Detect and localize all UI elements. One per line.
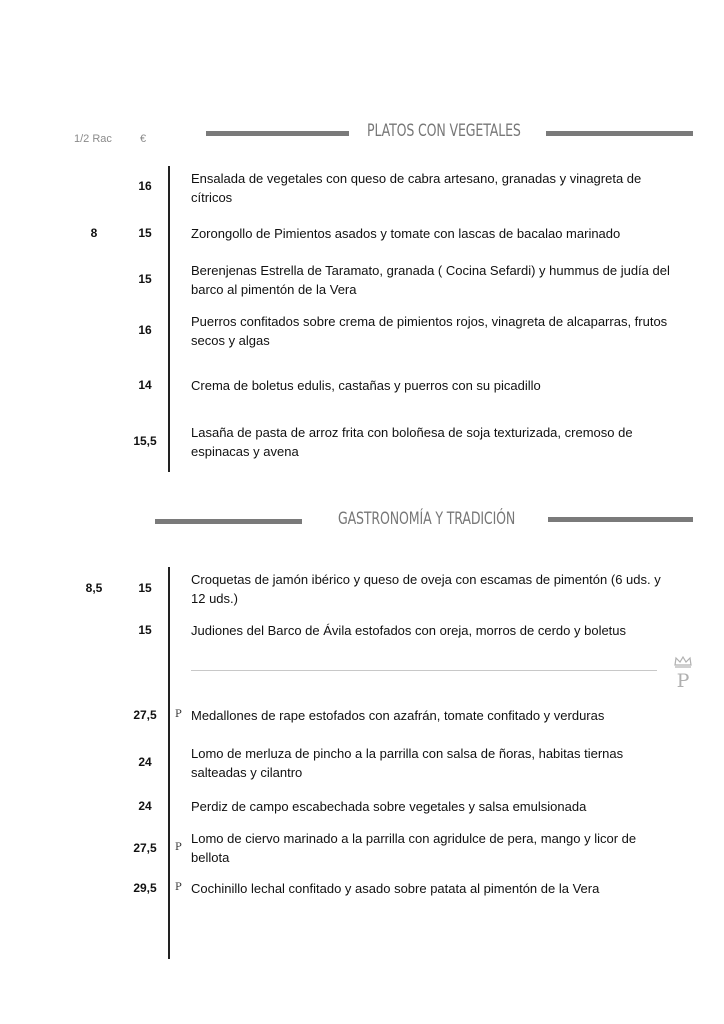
price: 27,5 — [133, 708, 157, 722]
house-mark-icon: P — [175, 709, 182, 720]
price: 16 — [138, 323, 152, 337]
house-mark-icon: P — [175, 882, 182, 893]
dish-description: Lasaña de pasta de arroz frita con boloñesa de soja texturizada, cremoso de espinacas y avena — [191, 425, 633, 459]
dish-description: Medallones de rape estofados con azafrán, tomate confitado y verduras — [191, 708, 605, 723]
currency-header: € — [140, 133, 147, 145]
price: 15 — [138, 272, 152, 286]
dish-description: Croquetas de jamón ibérico y queso de oveja con escamas de pimentón (6 uds. y 12 uds.) — [191, 572, 661, 606]
separator-line — [191, 670, 657, 671]
section-title-vegetales: PLATOS CON VEGETALES — [367, 121, 521, 141]
half-price: 8,5 — [85, 581, 103, 595]
price: 15 — [138, 226, 152, 240]
price: 14 — [138, 378, 152, 392]
dish-description: Zorongollo de Pimientos asados y tomate con lascas de bacalao marinado — [191, 226, 621, 241]
column-divider — [168, 567, 170, 959]
dish-description: Judiones del Barco de Ávila estofados con oreja, morros de cerdo y boletus — [191, 623, 627, 638]
price: 24 — [138, 755, 152, 769]
section-bar-left — [155, 519, 302, 524]
price: 15 — [138, 623, 152, 637]
half-portion-header: 1/2 Rac — [74, 133, 112, 145]
section-bar-left — [206, 131, 349, 136]
dish-description: Berenjenas Estrella de Taramato, granada ( Cocina Sefardi) y hummus de judía del barco al pimentón de la Vera — [191, 263, 670, 297]
column-divider — [168, 166, 170, 472]
section-title-gastronomia: GASTRONOMÍA Y TRADICIÓN — [338, 509, 516, 529]
section-bar-right — [546, 131, 693, 136]
dish-description: Lomo de ciervo marinado a la parrilla con agridulce de pera, mango y licor de bellota — [191, 831, 637, 865]
price: 15 — [138, 581, 152, 595]
dish-description: Lomo de merluza de pincho a la parrilla con salsa de ñoras, habitas tiernas salteadas y cilantro — [191, 746, 624, 780]
dish-description: Cochinillo lechal confitado y asado sobre patata al pimentón de la Vera — [191, 881, 600, 896]
house-mark-icon: P — [175, 842, 182, 853]
price: 24 — [138, 799, 152, 813]
price: 29,5 — [133, 881, 157, 895]
dish-description: Perdiz de campo escabechada sobre vegetales y salsa emulsionada — [191, 799, 587, 814]
dish-description: Ensalada de vegetales con queso de cabra artesano, granadas y vinagreta de cítricos — [191, 171, 642, 205]
price: 15,5 — [133, 434, 157, 448]
price: 27,5 — [133, 841, 157, 855]
logo-letter: P — [676, 670, 690, 690]
section-bar-right — [548, 517, 693, 522]
crown-logo-icon — [670, 654, 696, 690]
dish-description: Crema de boletus edulis, castañas y puerros con su picadillo — [191, 378, 541, 393]
price: 16 — [138, 179, 152, 193]
dish-description: Puerros confitados sobre crema de pimientos rojos, vinagreta de alcaparras, frutos secos y algas — [191, 314, 668, 348]
half-price: 8 — [90, 226, 98, 240]
